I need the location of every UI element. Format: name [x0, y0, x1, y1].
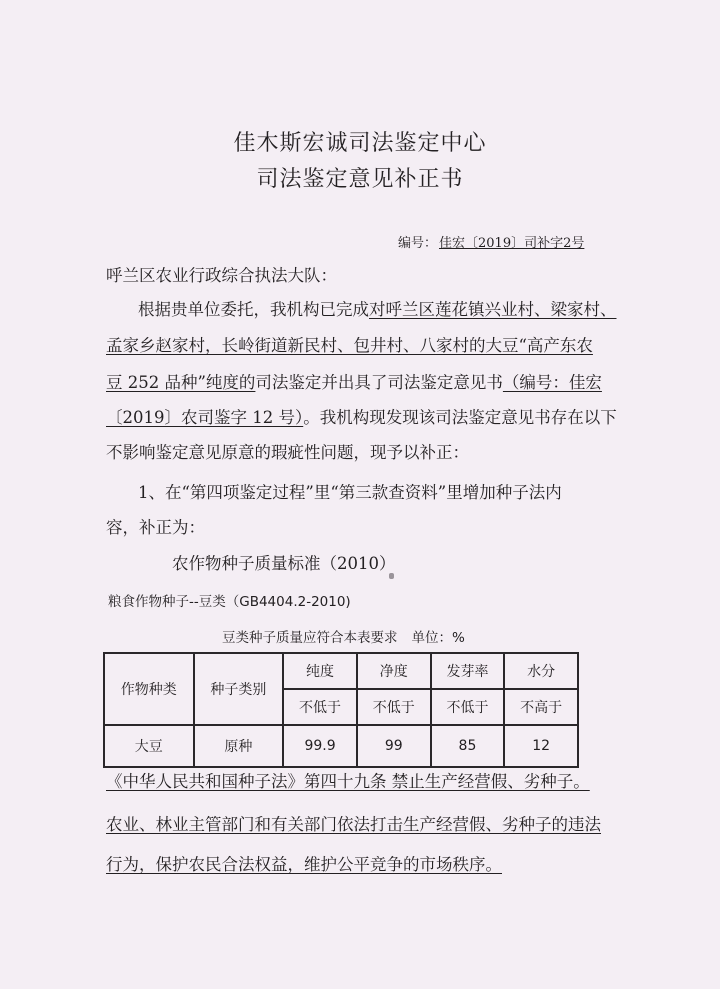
law-line: 行为，保护农民合法权益，维护公平竞争的市场秩序。 — [106, 855, 502, 874]
item-1-line: 1、在“第四项鉴定过程”里“第三款查资料”里增加种子法内 — [138, 483, 562, 502]
paragraph-line — [106, 369, 602, 393]
paragraph-line — [106, 404, 617, 428]
table-caption — [222, 626, 465, 646]
underlined-span: 对呼兰区莲花镇兴业村、梁家村、 — [369, 300, 617, 319]
document-number-value: 佳宏〔2019〕司补字2号 — [439, 236, 585, 251]
caption-unit: 单位：% — [411, 630, 465, 646]
header-purity: 纯度 — [283, 653, 357, 689]
value-cell: 99.9 — [283, 725, 357, 767]
limit-cell: 不低于 — [357, 689, 431, 725]
text-span: 司法鉴定并出具了司法鉴定意见书 — [255, 373, 503, 392]
paragraph-line: 孟家乡赵家村，长岭街道新民村、包井村、八家村的大豆“高产东农 — [106, 336, 593, 355]
seed-quality-table — [103, 652, 579, 768]
standard-name: 农作物种子质量标准（2010） — [172, 554, 396, 573]
law-line: 《中华人民共和国种子法》第四十九条 禁止生产经营假、劣种子。 — [106, 772, 590, 791]
table-row — [104, 725, 578, 767]
value-cell: 12 — [504, 725, 578, 767]
caption-text: 豆类种子质量应符合本表要求 — [222, 630, 398, 646]
limit-cell: 不低于 — [283, 689, 357, 725]
seed-class-cell: 原种 — [194, 725, 284, 767]
text-span: 。我机构现发现该司法鉴定意见书存在以下 — [303, 408, 617, 427]
value-cell: 85 — [431, 725, 505, 767]
limit-cell: 不高于 — [504, 689, 578, 725]
ink-dot — [389, 573, 394, 579]
document-number — [398, 232, 584, 251]
paragraph-line — [138, 296, 617, 320]
limit-cell: 不低于 — [431, 689, 505, 725]
underlined-span: （编号：佳宏 — [502, 373, 602, 392]
value-cell: 99 — [357, 725, 431, 767]
table-header-row — [104, 653, 578, 689]
header-moisture: 水分 — [504, 653, 578, 689]
paragraph-line: 不影响鉴定意见原意的瑕疵性问题，现予以补正： — [106, 443, 469, 462]
header-crop-type: 作物种类 — [104, 653, 194, 725]
crop-cell: 大豆 — [104, 725, 194, 767]
standard-subtitle: 粮食作物种子--豆类（GB4404.2-2010) — [108, 594, 351, 610]
header-germination: 发芽率 — [431, 653, 505, 689]
text-span: 根据贵单位委托，我机构已完成 — [138, 300, 369, 319]
law-line: 农业、林业主管部门和有关部门依法打击生产经营假、劣种子的违法 — [106, 815, 601, 834]
underlined-span: 豆 252 品种”纯度的 — [106, 373, 256, 392]
header-cleanliness: 净度 — [357, 653, 431, 689]
item-1-line: 容，补正为： — [106, 518, 205, 537]
header-seed-class: 种子类别 — [194, 653, 284, 725]
org-name: 佳木斯宏诚司法鉴定中心 — [233, 131, 487, 156]
underlined-span: 〔2019〕农司鉴字 12 号） — [106, 408, 304, 427]
document-number-label: 编号： — [398, 236, 438, 251]
document-title: 司法鉴定意见补正书 — [256, 167, 464, 192]
salutation: 呼兰区农业行政综合执法大队： — [106, 266, 337, 285]
